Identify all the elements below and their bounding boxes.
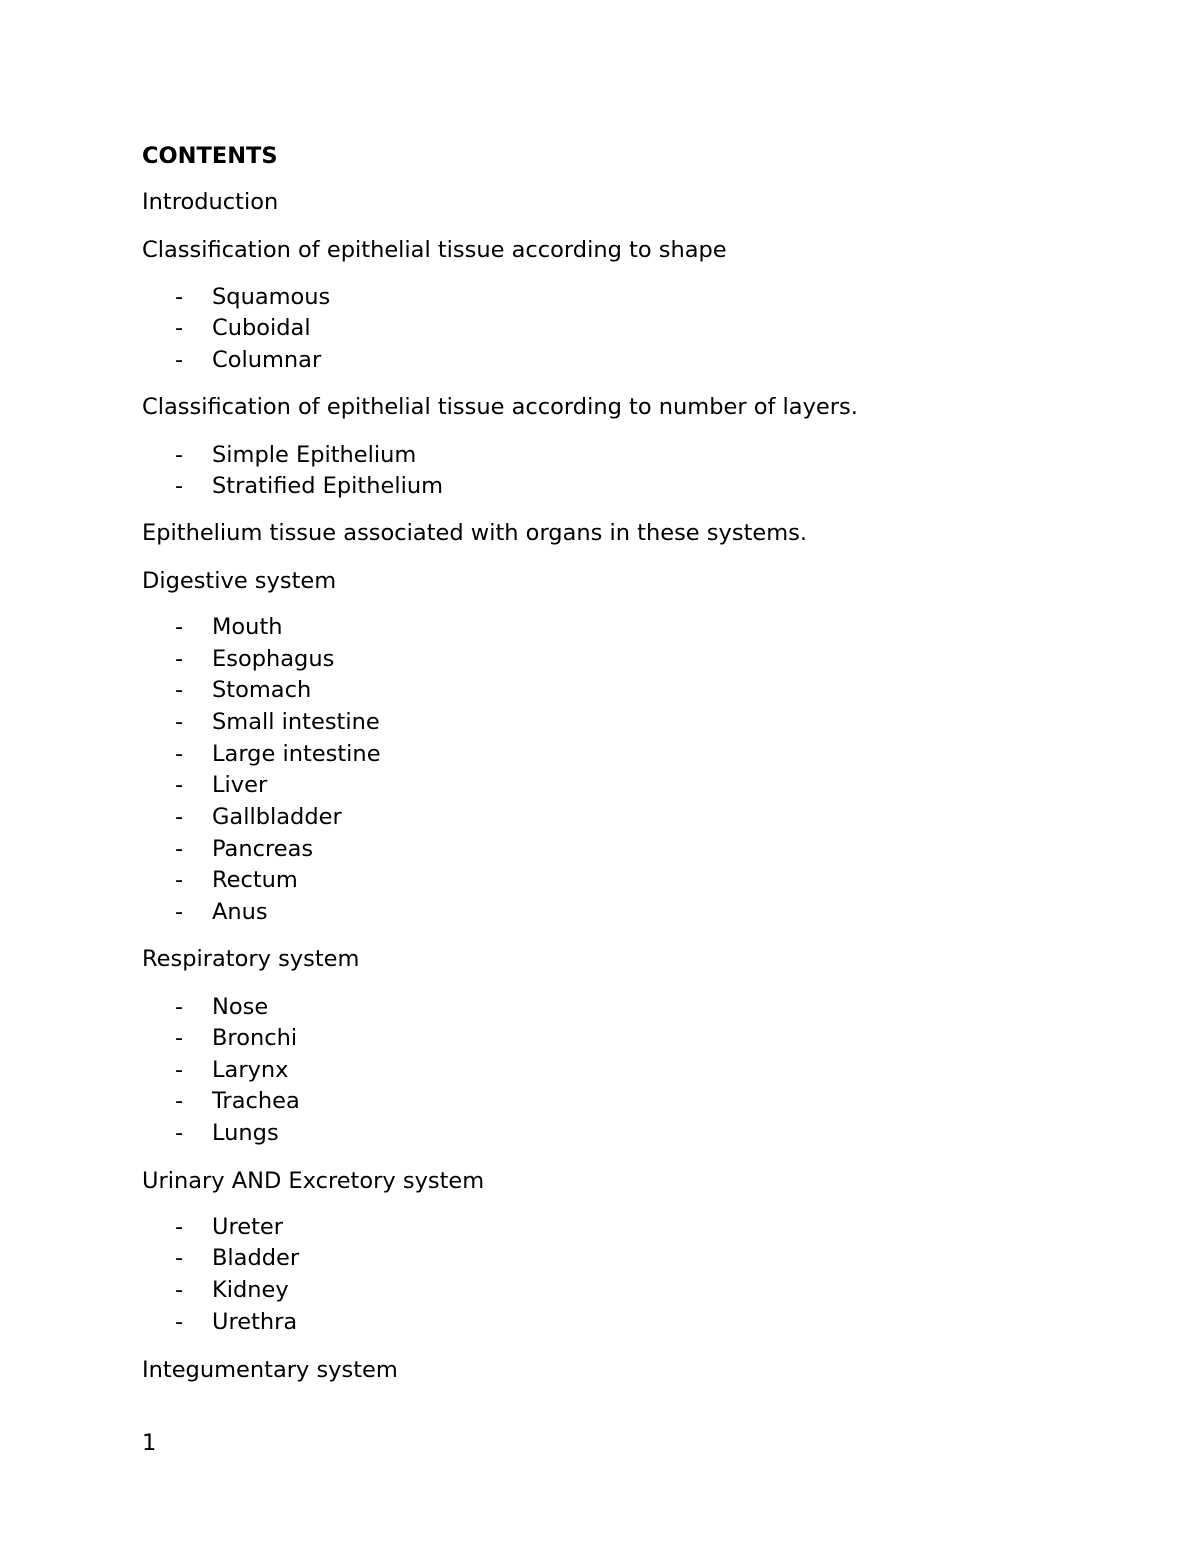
digestive-item: Stomach — [212, 677, 312, 703]
organs-heading: Epithelium tissue associated with organs in these systems. — [142, 520, 808, 546]
integumentary-heading: Integumentary system — [142, 1357, 398, 1383]
contents-heading: CONTENTS — [142, 143, 278, 169]
bullet-dash: - — [175, 772, 184, 798]
page-number: 1 — [142, 1430, 157, 1456]
bullet-dash: - — [175, 1025, 184, 1051]
bullet-dash: - — [175, 741, 184, 767]
bullet-dash: - — [175, 804, 184, 830]
intro-entry: Introduction — [142, 189, 279, 215]
layers-heading: Classification of epithelial tissue according to number of layers. — [142, 394, 858, 420]
bullet-dash: - — [175, 1309, 184, 1335]
digestive-item: Pancreas — [212, 836, 314, 862]
bullet-dash: - — [175, 1120, 184, 1146]
layers-item-simple: Simple Epithelium — [212, 442, 417, 468]
digestive-item: Gallbladder — [212, 804, 342, 830]
urinary-item: Kidney — [212, 1277, 289, 1303]
digestive-item: Small intestine — [212, 709, 380, 735]
respiratory-item: Bronchi — [212, 1025, 298, 1051]
respiratory-item: Lungs — [212, 1120, 279, 1146]
bullet-dash: - — [175, 473, 184, 499]
respiratory-item: Larynx — [212, 1057, 289, 1083]
digestive-item: Esophagus — [212, 646, 335, 672]
respiratory-item: Trachea — [212, 1088, 300, 1114]
urinary-item: Ureter — [212, 1214, 283, 1240]
urinary-item: Urethra — [212, 1309, 298, 1335]
digestive-item: Large intestine — [212, 741, 381, 767]
bullet-dash: - — [175, 677, 184, 703]
bullet-dash: - — [175, 899, 184, 925]
bullet-dash: - — [175, 284, 184, 310]
bullet-dash: - — [175, 1214, 184, 1240]
urinary-heading: Urinary AND Excretory system — [142, 1168, 485, 1194]
bullet-dash: - — [175, 994, 184, 1020]
urinary-item: Bladder — [212, 1245, 300, 1271]
bullet-dash: - — [175, 867, 184, 893]
shape-item-cuboidal: Cuboidal — [212, 315, 311, 341]
bullet-dash: - — [175, 1057, 184, 1083]
bullet-dash: - — [175, 709, 184, 735]
respiratory-heading: Respiratory system — [142, 946, 360, 972]
bullet-dash: - — [175, 1088, 184, 1114]
bullet-dash: - — [175, 614, 184, 640]
bullet-dash: - — [175, 442, 184, 468]
bullet-dash: - — [175, 347, 184, 373]
bullet-dash: - — [175, 1245, 184, 1271]
bullet-dash: - — [175, 836, 184, 862]
respiratory-item: Nose — [212, 994, 269, 1020]
shape-item-columnar: Columnar — [212, 347, 322, 373]
bullet-dash: - — [175, 1277, 184, 1303]
digestive-item: Mouth — [212, 614, 283, 640]
digestive-heading: Digestive system — [142, 568, 337, 594]
digestive-item: Anus — [212, 899, 268, 925]
digestive-item: Rectum — [212, 867, 298, 893]
bullet-dash: - — [175, 646, 184, 672]
shape-heading: Classification of epithelial tissue according to shape — [142, 237, 727, 263]
digestive-item: Liver — [212, 772, 268, 798]
layers-item-stratified: Stratified Epithelium — [212, 473, 444, 499]
shape-item-squamous: Squamous — [212, 284, 331, 310]
bullet-dash: - — [175, 315, 184, 341]
